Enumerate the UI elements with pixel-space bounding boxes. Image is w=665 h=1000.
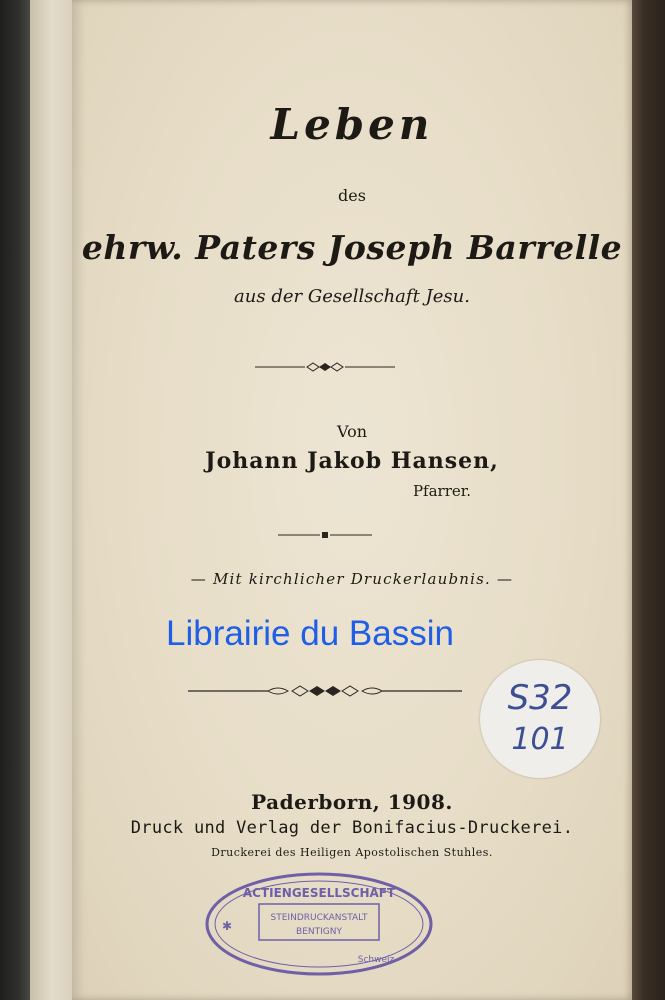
- author-name: Johann Jakob Hansen,: [205, 448, 499, 474]
- title-des: des: [338, 186, 366, 205]
- sticker-line-1: S32: [507, 678, 573, 718]
- endpaper: [30, 0, 74, 1000]
- book-cover-left: [0, 0, 30, 1000]
- author-title: Pfarrer.: [412, 482, 472, 500]
- publisher: Druck und Verlag der Bonifacius-Druckerei.: [130, 818, 574, 838]
- book-cover-right: [629, 0, 665, 1000]
- stamp-star-icon: ✱: [222, 919, 233, 933]
- stamp-line-3: BENTIGNY: [296, 927, 342, 937]
- von-label: Von: [336, 422, 368, 441]
- title-page: [72, 0, 632, 1000]
- bookseller-watermark: Librairie du Bassin: [166, 614, 454, 653]
- stamp-line-1: ACTIENGESELLSCHAFT: [242, 886, 396, 900]
- sticker-line-2: 101: [511, 722, 569, 757]
- library-stamp: [204, 870, 434, 978]
- printer-note: Druckerei des Heiligen Apostolischen Stuhles.: [211, 846, 493, 859]
- ornament-divider-2: [278, 530, 372, 540]
- stamp-line-2: STEINDRUCKANSTALT: [270, 913, 368, 923]
- ornament-divider-1: [255, 360, 395, 374]
- imprimatur-note: — Mit kirchlicher Druckerlaubnis. —: [190, 570, 514, 588]
- catalog-sticker: [480, 660, 600, 778]
- stamp-line-4: Schweiz: [357, 955, 395, 965]
- book-subject: ehrw. Paters Joseph Barrelle: [81, 228, 623, 267]
- place-year: Paderborn, 1908.: [251, 790, 453, 814]
- ornament-divider-3: [188, 683, 462, 699]
- book-society: aus der Gesellschaft Jesu.: [234, 286, 470, 307]
- book-title: Leben: [270, 100, 434, 149]
